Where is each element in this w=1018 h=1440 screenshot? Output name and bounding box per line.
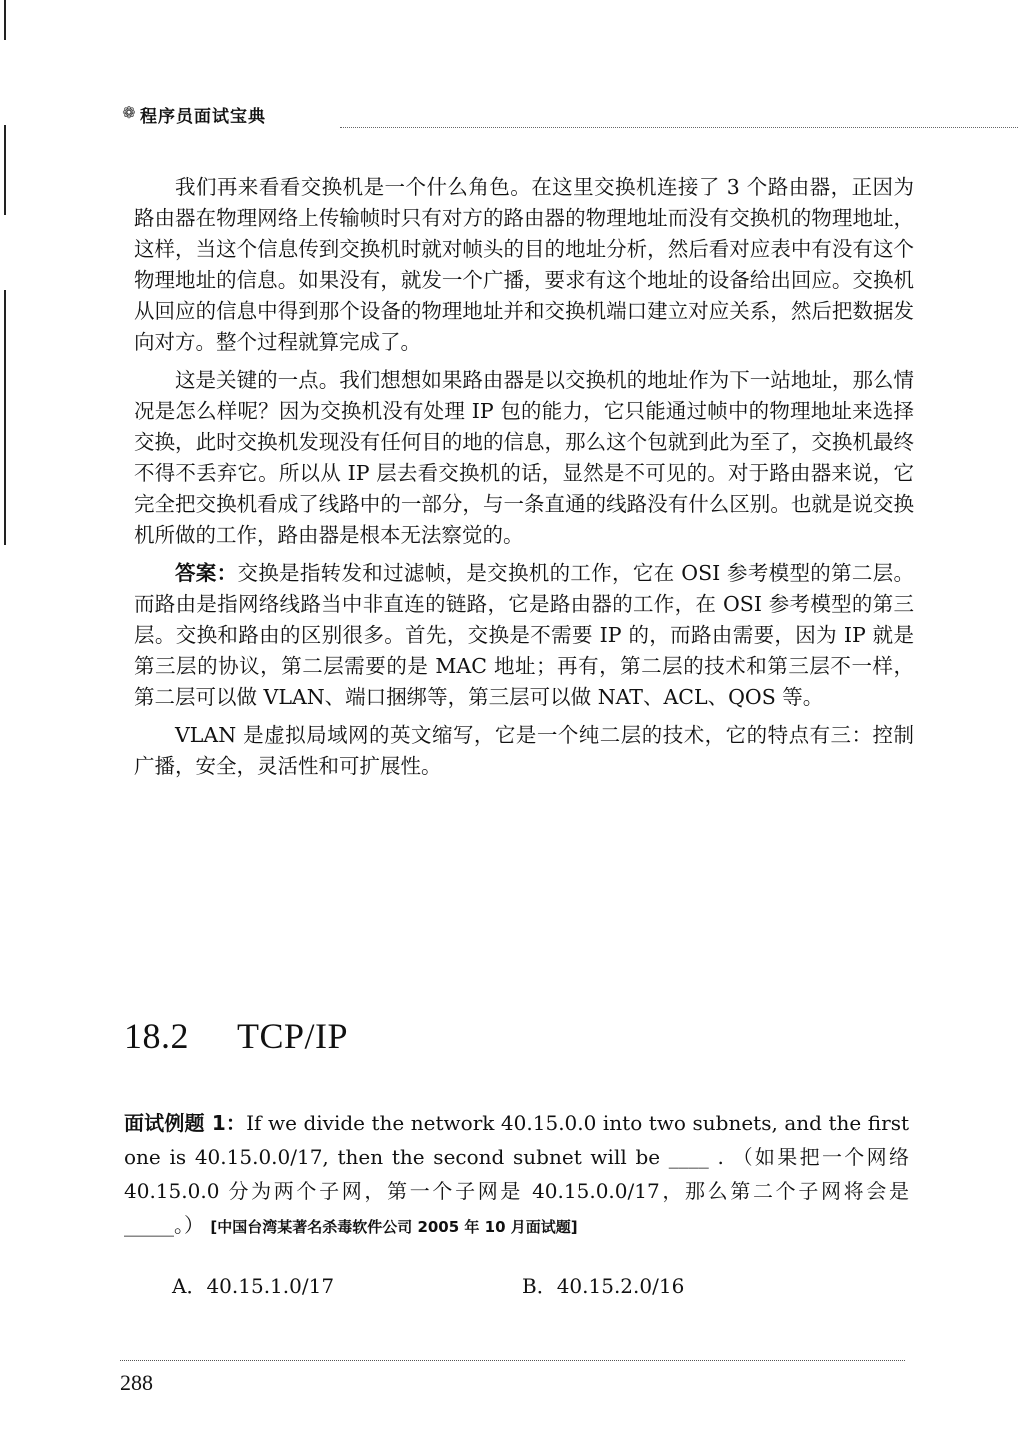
- body-text: [134, 172, 914, 789]
- answer-text: 交换是指转发和过滤帧，是交换机的工作，它在 OSI 参考模型的第二层。而路由是指网络线路当中非直连的链路，它是路由器的工作，在 OSI 参考模型的第三层。交换和路由的区别很多。首先，交换是不需要 IP 的，而路由需要，因为 IP 就是第三层的协议，第二层需要的是 MAC 地址；再有，第二层的技术和第三层不一样，第二层可以做 VLAN、端口捆绑等，第三层可以做 NAT、ACL、QOS 等。: [134, 561, 915, 709]
- section-heading: [124, 1015, 348, 1057]
- answer-label: 答案：: [175, 561, 238, 585]
- scan-margin-mark: [4, 125, 6, 215]
- paragraph-vlan: VLAN 是虚拟局域网的英文缩写，它是一个纯二层的技术，它的特点有三：控制广播，安全，灵活性和可扩展性。: [134, 723, 914, 778]
- question-label: 面试例题 1：: [124, 1111, 247, 1135]
- section-title: TCP/IP: [237, 1016, 349, 1056]
- option-a: A．40.15.1.0/17: [172, 1274, 335, 1298]
- header-divider: [340, 127, 1018, 128]
- interview-question: [124, 1106, 909, 1244]
- answer-paragraph: [134, 558, 914, 713]
- page-number: 288: [120, 1370, 153, 1395]
- paragraph-switch-role: 我们再来看看交换机是一个什么角色。在这里交换机连接了 3 个路由器，正因为路由器在物理网络上传输帧时只有对方的路由器的物理地址而没有交换机的物理地址，这样，当这个信息传到交换机时就对帧头的目的地址分析，然后看对应表中有没有这个物理地址的信息。如果没有，就发一个广播，要求有这个地址的设备给出回应。交换机从回应的信息中得到那个设备的物理地址并和交换机端口建立对应关系，然后把数据发向对方。整个过程就算完成了。: [134, 175, 914, 354]
- footer-divider: [120, 1360, 905, 1361]
- answer-options: [172, 1270, 872, 1310]
- book-title: 程序员面试宝典: [140, 107, 266, 127]
- question-text: If we divide the network 40.15.0.0 into two subnets, and the first one is 40.15.0.0/17, then the second subnet will be ____ . （如果把一个网络 40.15.0.0 分为两个子网，第一个子网是 40.15.0.0/17，那么第二个子网将会是_____。）: [124, 1111, 909, 1237]
- section-number: 18.2: [124, 1016, 189, 1056]
- scan-margin-mark: [4, 290, 6, 545]
- running-header: [120, 100, 920, 130]
- book-logo-icon: ❁: [122, 103, 136, 122]
- scan-margin-mark: [4, 0, 6, 40]
- paragraph-key-point: 这是关键的一点。我们想想如果路由器是以交换机的地址作为下一站地址，那么情况是怎么样呢？因为交换机没有处理 IP 包的能力，它只能通过帧中的物理地址来选择交换，此时交换机发现没有任何目的地的信息，那么这个包就到此为至了，交换机最终不得不丢弃它。所以从 IP 层去看交换机的话，显然是不可见的。对于路由器来说，它完全把交换机看成了线路中的一部分，与一条直通的线路没有什么区别。也就是说交换机所做的工作，路由器是根本无法察觉的。: [134, 368, 914, 547]
- option-b: B．40.15.2.0/16: [522, 1274, 685, 1298]
- question-source: [中国台湾某著名杀毒软件公司 2005 年 10 月面试题]: [210, 1218, 578, 1236]
